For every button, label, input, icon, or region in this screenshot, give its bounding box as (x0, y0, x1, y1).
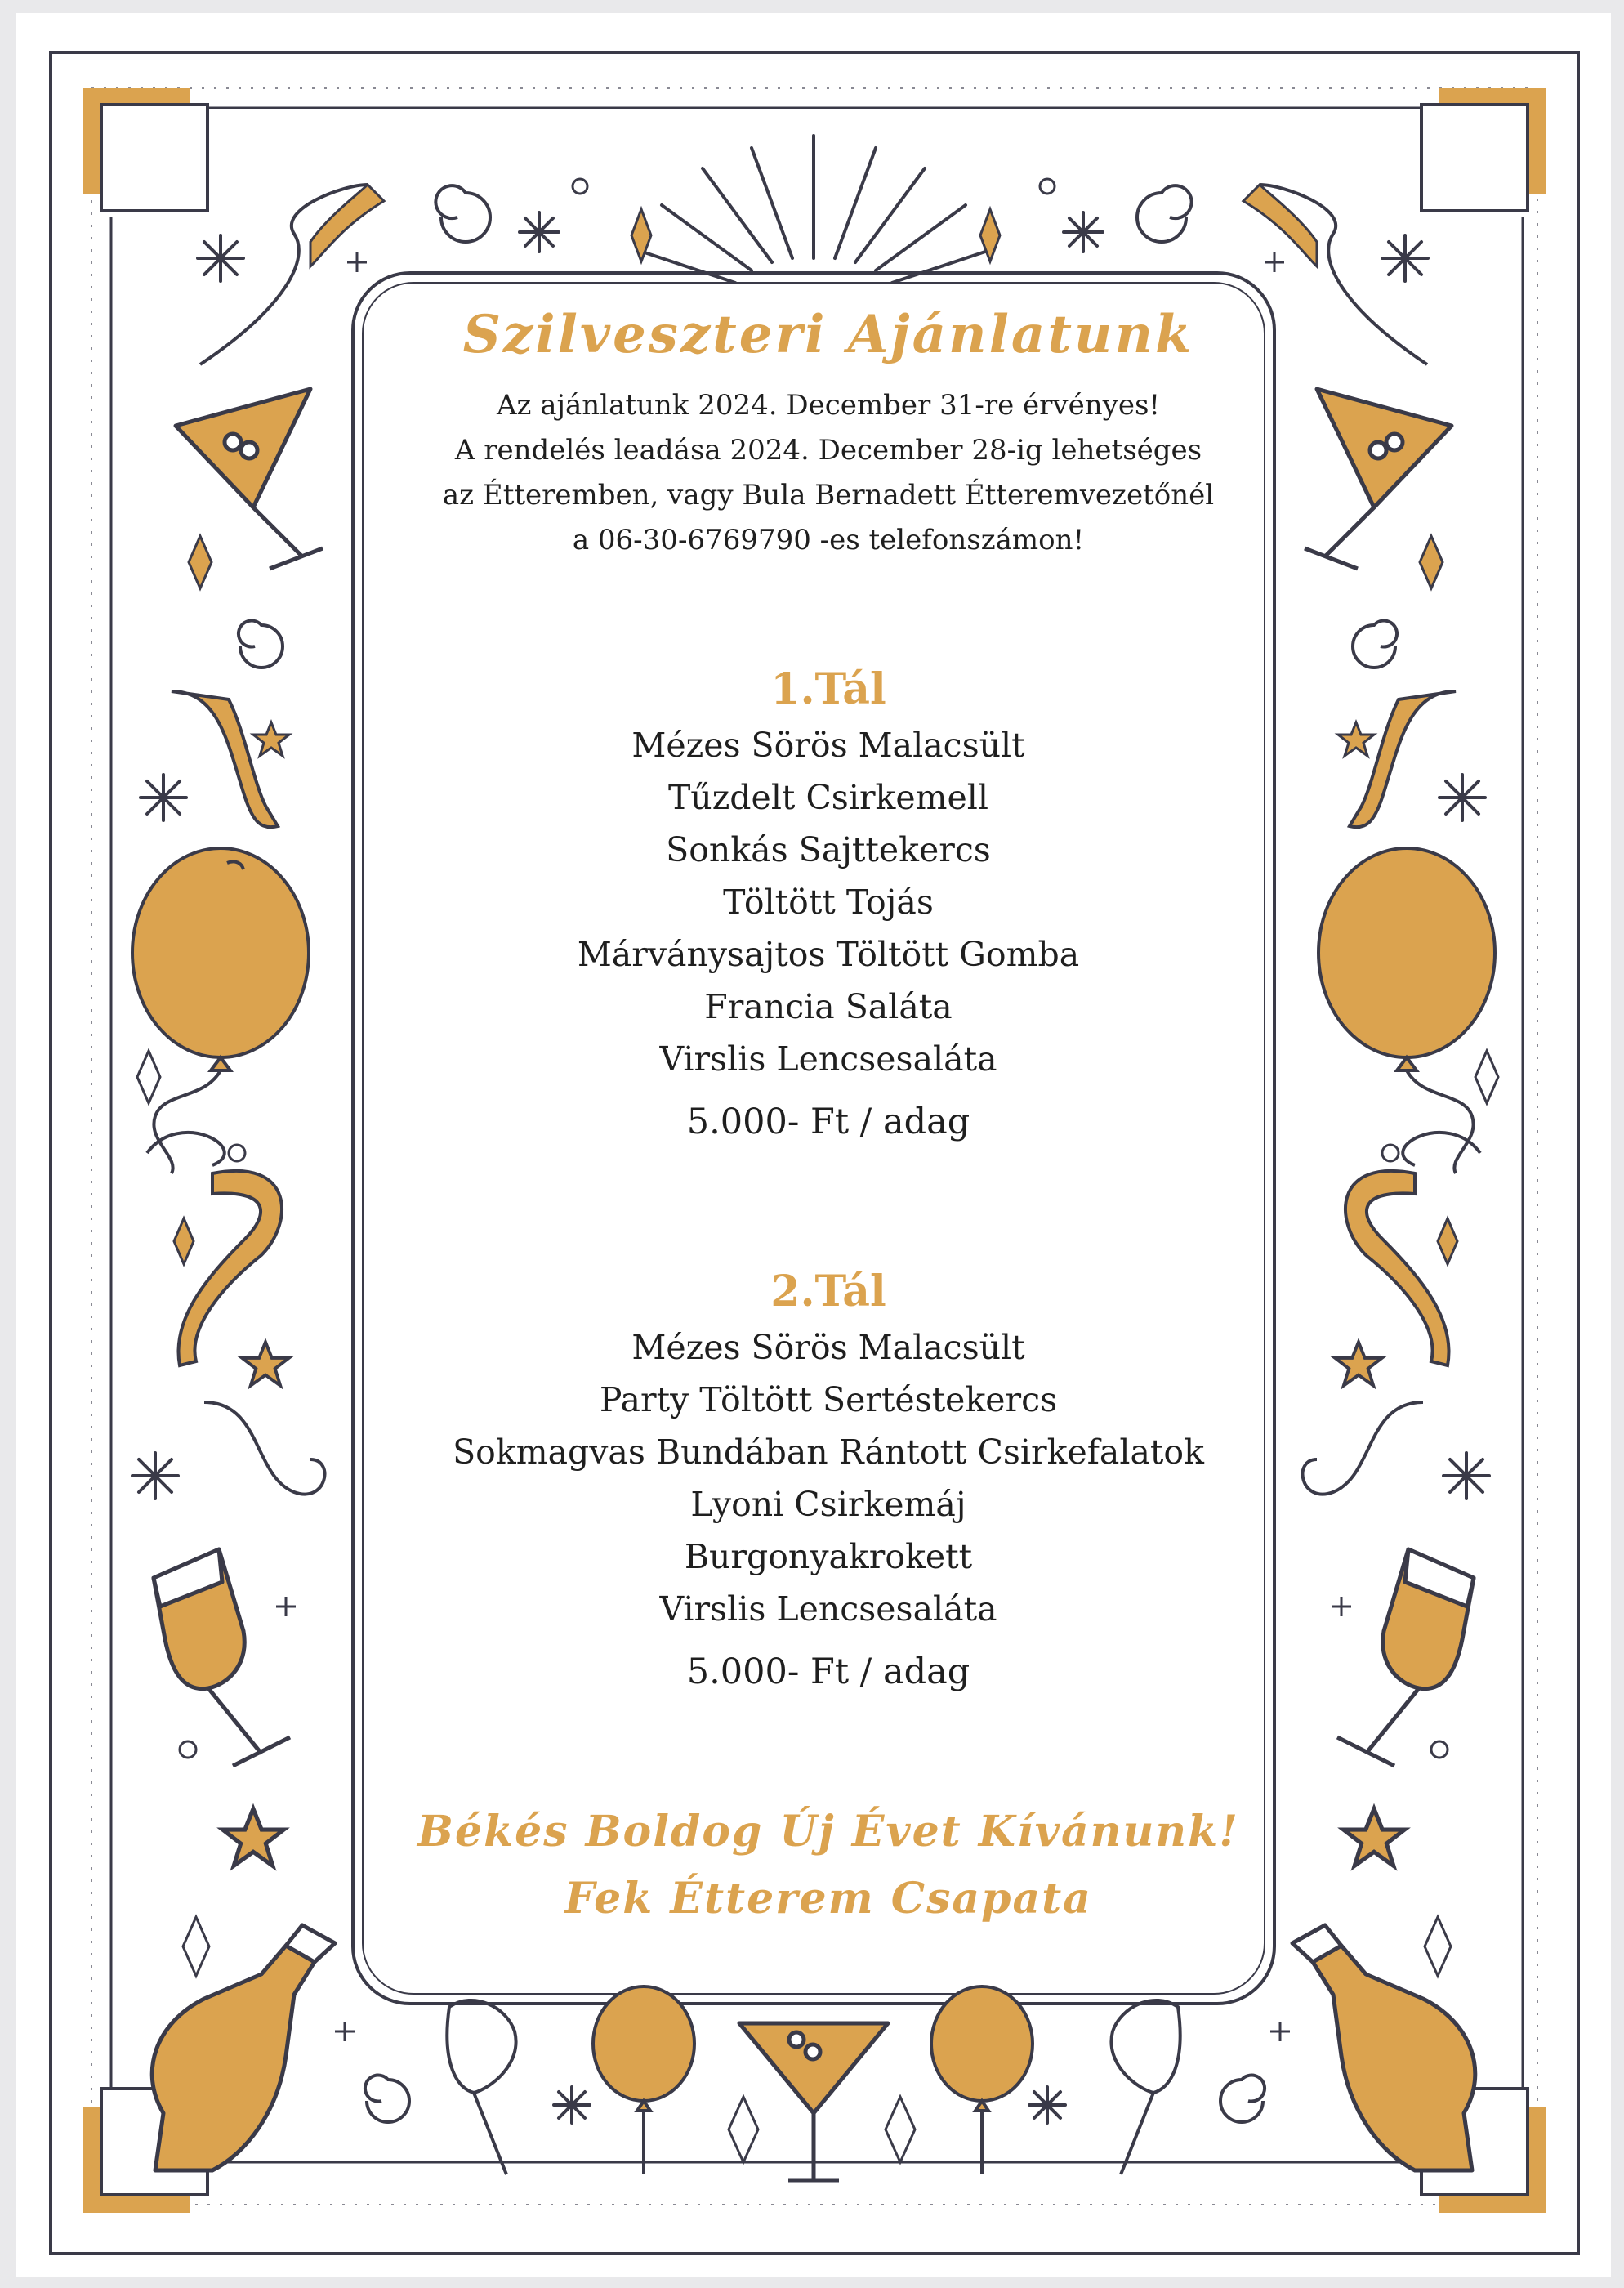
balloon-left-icon (132, 848, 309, 1173)
menu-item: Sonkás Sajttekercs (666, 830, 991, 869)
ribbon-right-side (1303, 691, 1480, 1495)
menu-panel (372, 289, 1285, 1989)
section-title: 1.Tál (770, 664, 886, 714)
bottom-martini-icon (739, 2023, 888, 2180)
price-label: 5.000- Ft / adag (686, 1651, 970, 1692)
menu-item: Lyoni Csirkemáj (690, 1485, 966, 1524)
menu-poster (16, 13, 1611, 2277)
intro-line: az Étteremben, vagy Bula Bernadett Étteremvezetőnél (442, 479, 1215, 512)
intro-line: Az ajánlatunk 2024. December 31-re érvényes! (496, 389, 1161, 422)
menu-item: Virslis Lencsesaláta (659, 1589, 997, 1629)
bottom-balloon-right-icon (931, 1986, 1033, 2174)
menu-item: Mézes Sörös Malacsült (631, 1328, 1025, 1367)
bottom-balloon-left-icon (593, 1986, 694, 2174)
champagne-bottle-right-icon (1292, 1925, 1475, 2170)
corner-square-top-right (1421, 88, 1546, 211)
menu-item: Burgonyakrokett (684, 1537, 973, 1576)
intro-text (372, 383, 1285, 563)
platter-section-1 (372, 664, 1285, 1142)
signature-line: Fek Étterem Csapata (564, 1874, 1092, 1924)
menu-item: Francia Saláta (704, 987, 953, 1026)
price-label: 5.000- Ft / adag (686, 1102, 970, 1142)
menu-item: Virslis Lencsesaláta (659, 1039, 997, 1079)
intro-line: A rendelés leadása 2024. December 28-ig lehetséges (454, 434, 1202, 467)
section-title: 2.Tál (770, 1267, 886, 1316)
menu-item: Márványsajtos Töltött Gomba (577, 935, 1080, 974)
menu-item: Mézes Sörös Malacsült (631, 726, 1025, 765)
champagne-flute-left-icon (154, 1549, 290, 1766)
menu-item: Party Töltött Sertéstekercs (599, 1380, 1058, 1419)
menu-item: Töltött Tojás (723, 883, 934, 922)
champagne-bottle-left-icon (152, 1925, 335, 2170)
champagne-flute-right-icon (1337, 1549, 1474, 1766)
ribbon-left-side (147, 691, 324, 1495)
corner-square-top-left (83, 88, 207, 211)
menu-item: Tűzdelt Csirkemell (667, 778, 989, 817)
sunburst-icon (637, 136, 990, 283)
menu-title: Szilveszteri Ajánlatunk (462, 304, 1194, 365)
platter-section-2 (372, 1267, 1285, 1692)
greeting-line: Békés Boldog Új Évet Kívánunk! (417, 1807, 1239, 1857)
balloon-right-icon (1318, 848, 1495, 1173)
intro-line: a 06-30-6769790 -es telefonszámon! (572, 524, 1085, 556)
menu-item: Sokmagvas Bundában Rántott Csirkefalatok (453, 1432, 1204, 1472)
closing-greeting (372, 1799, 1285, 1933)
